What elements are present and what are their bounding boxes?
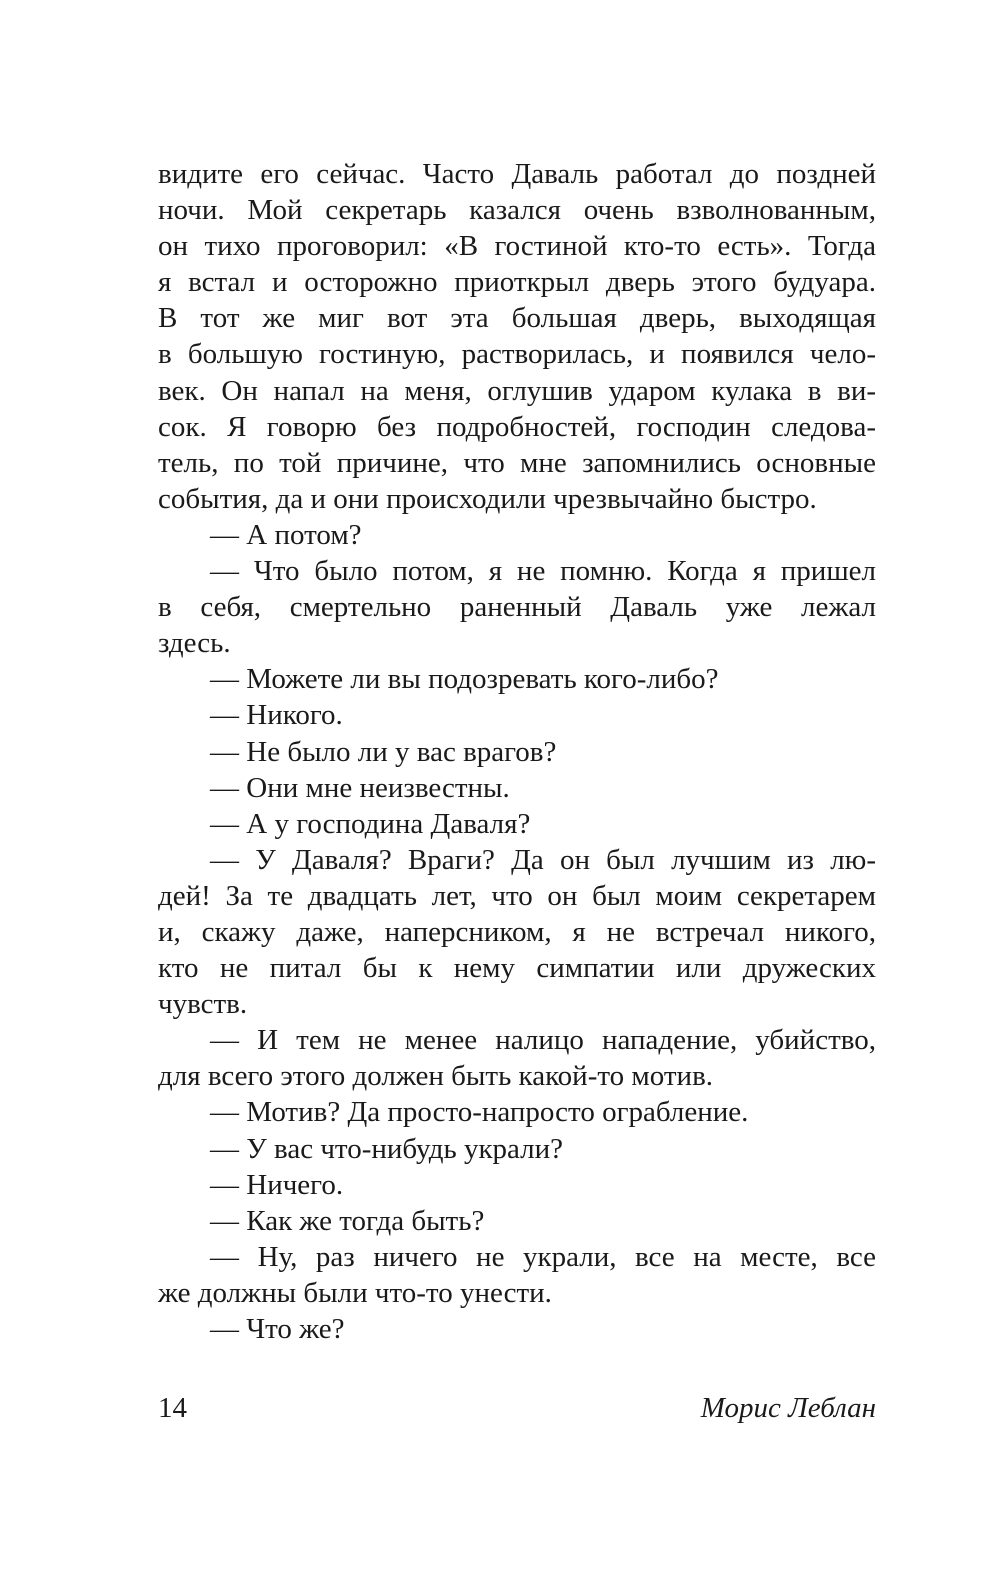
text-line: чувств.	[158, 988, 248, 1021]
text-line: в себя, смертельно раненный Даваль уже лежал	[158, 591, 876, 624]
page-number: 14	[158, 1392, 187, 1424]
dialogue-line: — Как же тогда быть?	[210, 1204, 485, 1237]
text-line: события, да и они происходили чрезвычайно быстро.	[158, 482, 817, 515]
dialogue-line: — Можете ли вы подозревать кого-либо?	[210, 663, 719, 696]
dialogue-line: — Никого.	[210, 699, 343, 732]
text-line: кто не питал бы к нему симпатии или дружеских	[158, 952, 876, 985]
running-footer-author: Морис Леблан	[700, 1392, 876, 1424]
dialogue-line: — Ну, раз ничего не украли, все на месте, все	[210, 1240, 876, 1273]
dialogue-line: — У Даваля? Враги? Да он был лучшим из лю-	[210, 843, 876, 876]
text-line: он тихо проговорил: «В гостиной кто-то есть». Тогда	[158, 230, 876, 263]
dialogue-line: — Что было потом, я не помню. Когда я пришел	[210, 555, 876, 588]
text-line: тель, по той причине, что мне запомнились основные	[158, 446, 876, 479]
text-line: видите его сейчас. Часто Даваль работал до поздней	[158, 158, 876, 190]
text-line: в большую гостиную, растворилась, и появился чело-	[158, 338, 876, 371]
text-line: век. Он напал на меня, оглушив ударом кулака в ви-	[158, 374, 876, 407]
dialogue-line: — А у господина Даваля?	[210, 807, 531, 840]
dialogue-line: — А потом?	[210, 518, 362, 551]
dialogue-line: — Мотив? Да просто-напросто ограбление.	[210, 1096, 749, 1129]
text-line: я встал и осторожно приоткрыл дверь этого будуара.	[158, 266, 876, 299]
text-line: В тот же миг вот эта большая дверь, выходящая	[158, 302, 876, 335]
text-line: для всего этого должен быть какой-то мотив.	[158, 1060, 714, 1093]
dialogue-line: — У вас что-нибудь украли?	[210, 1132, 564, 1165]
text-line: здесь.	[158, 627, 231, 660]
dialogue-line: — Они мне неизвестны.	[210, 771, 510, 804]
text-line: сок. Я говорю без подробностей, господин следова-	[158, 410, 876, 443]
text-line: дей! За те двадцать лет, что он был моим секретарем	[158, 879, 876, 912]
dialogue-line: — Не было ли у вас врагов?	[210, 735, 557, 768]
text-line: и, скажу даже, наперсником, я не встречал никого,	[158, 915, 876, 948]
dialogue-line: — Что же?	[210, 1313, 345, 1345]
body-text	[158, 156, 876, 1347]
text-line: же должны были что-то унести.	[158, 1276, 552, 1309]
dialogue-line: — И тем не менее налицо нападение, убийство,	[210, 1024, 876, 1057]
dialogue-line: — Ничего.	[210, 1168, 344, 1201]
text-line: ночи. Мой секретарь казался очень взволнованным,	[158, 194, 876, 227]
